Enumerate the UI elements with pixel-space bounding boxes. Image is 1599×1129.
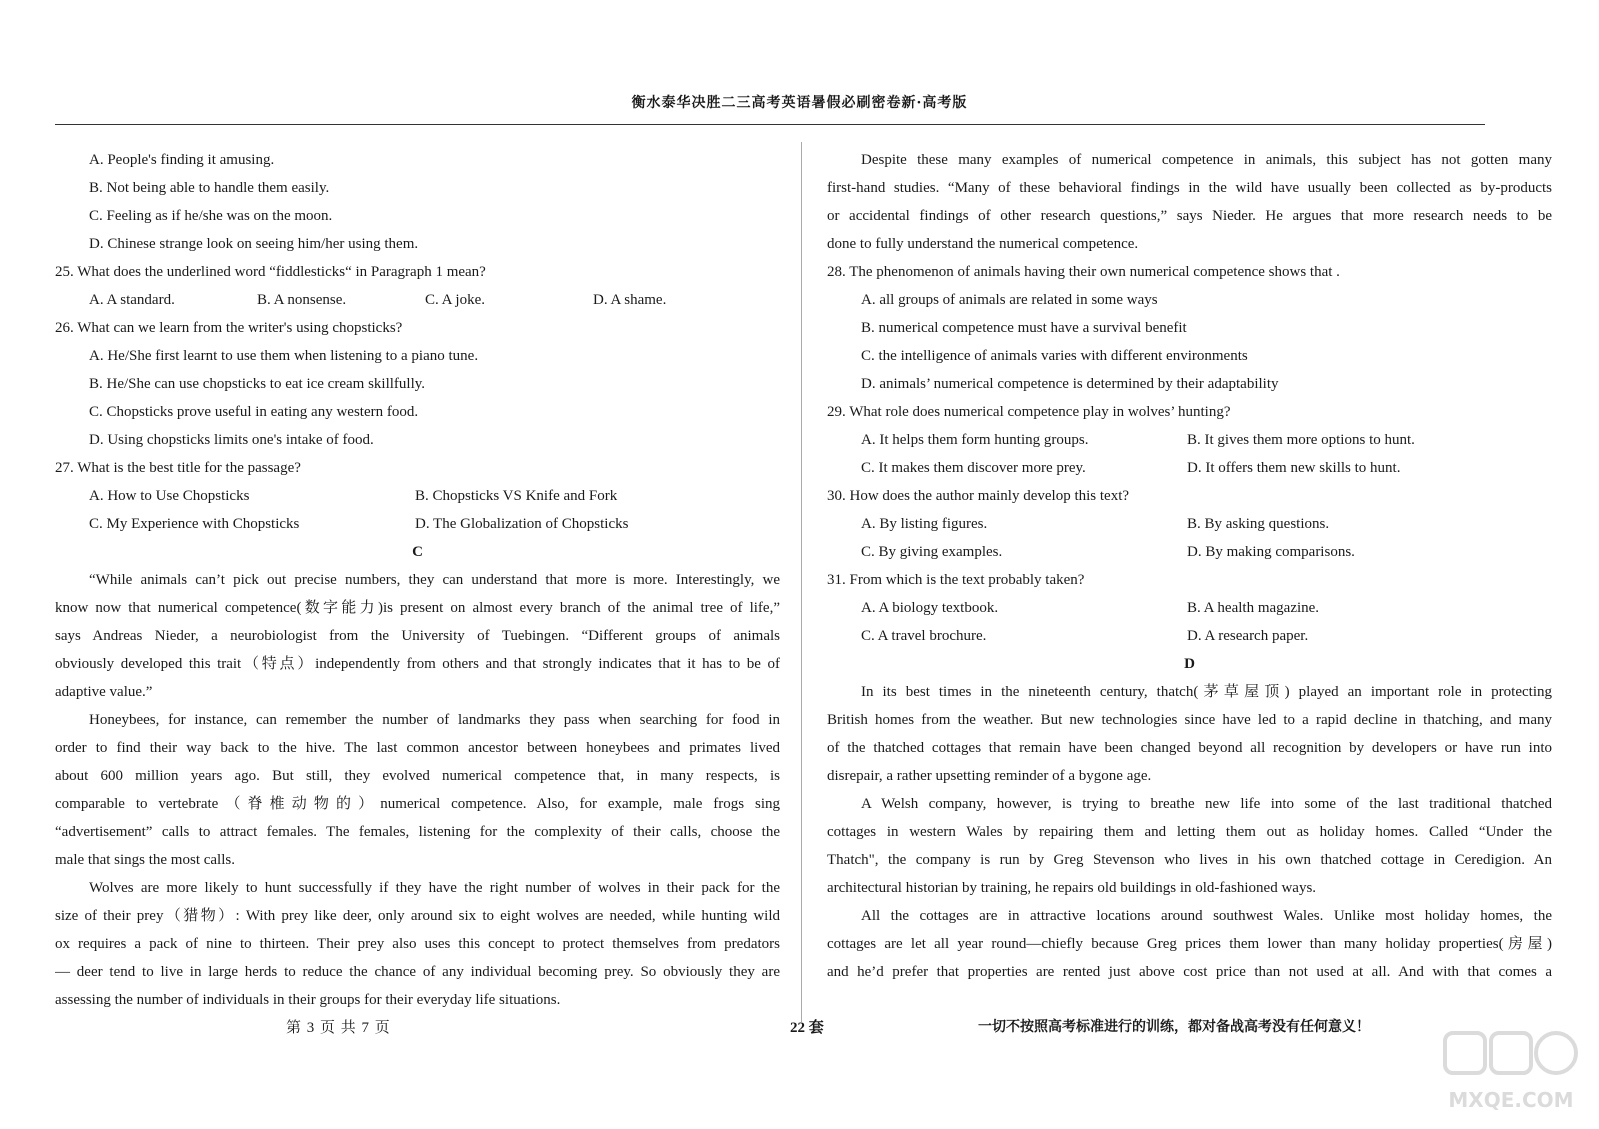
text-line: comparable to vertebrate（脊椎动物的）numerical competence. Also, for example, male frogs sing: [55, 796, 780, 812]
answer-options-row: [827, 454, 1552, 482]
answer-option: A. all groups of animals are related in some ways: [861, 292, 1158, 308]
question-stem: 27. What is the best title for the passage?: [55, 460, 301, 476]
paragraph-first-line: Wolves are more likely to hunt successfully if they have the right number of wolves in their pack for the: [89, 880, 780, 896]
text-line: assessing the number of individuals in their groups for their everyday life situations.: [55, 992, 561, 1008]
answer-option: B. By asking questions.: [1187, 516, 1330, 532]
footer-slogan: 一切不按照高考标准进行的训练，都对备战高考没有任何意义！: [978, 1019, 1370, 1035]
answer-option: A. A standard.: [89, 292, 175, 308]
text-line: adaptive value.”: [55, 684, 153, 700]
text-line: cottages are let all year round—chiefly because Greg prices them lower than many holiday properties(房屋): [827, 936, 1552, 952]
text-line: first-hand studies. “Many of these behavioral findings in the wild have usually been collected as by-products: [827, 180, 1552, 196]
text-line: says Andreas Nieder, a neurobiologist from the University of Tuebingen. “Different groups of animals: [55, 628, 780, 644]
text-line: size of their prey（猎物）: With prey like deer, only around six to eight wolves are needed, while hunting wild: [55, 908, 780, 924]
question-stem: 25. What does the underlined word “fiddlesticks“ in Paragraph 1 mean?: [55, 264, 486, 280]
answer-option: C. By giving examples.: [861, 544, 1003, 560]
answer-option: A. People's finding it amusing.: [89, 152, 275, 168]
answer-option: C. It makes them discover more prey.: [861, 460, 1086, 476]
footer-set-number: 22 套: [790, 1020, 824, 1036]
text-line: male that sings the most calls.: [55, 852, 235, 868]
answer-option: B. A nonsense.: [257, 292, 347, 308]
answer-option: C. A travel brochure.: [861, 628, 987, 644]
answer-options-row: [55, 482, 780, 510]
question-stem: 26. What can we learn from the writer's using chopsticks?: [55, 320, 403, 336]
watermark-text: MXQE.COM: [1448, 1088, 1574, 1112]
text-line: or accidental findings of other research questions,” says Nieder. He argues that more research needs to be: [827, 208, 1552, 224]
answer-option: D. animals’ numerical competence is determined by their adaptability: [861, 376, 1279, 392]
paragraph-first-line: Honeybees, for instance, can remember the number of landmarks they pass when searching for food in: [89, 712, 780, 728]
header-rule: [55, 124, 1485, 125]
answer-options-row: [827, 426, 1552, 454]
answer-option: B. Chopsticks VS Knife and Fork: [415, 488, 618, 504]
answer-option: D. Using chopsticks limits one's intake of food.: [89, 432, 374, 448]
answer-option: A. A biology textbook.: [861, 600, 999, 616]
answer-option: A. He/She first learnt to use them when listening to a piano tune.: [89, 348, 479, 364]
answer-option: C. A joke.: [425, 292, 486, 308]
text-line: cottages in western Wales by repairing them and letting them out as holiday homes. Called “Under the: [827, 824, 1552, 840]
answer-options-row: [55, 286, 780, 314]
question-stem: 30. How does the author mainly develop this text?: [827, 488, 1130, 504]
answer-option: B. numerical competence must have a survival benefit: [861, 320, 1187, 336]
text-line: know now that numerical competence(数字能力)is present on almost every branch of the animal tree of life,”: [55, 600, 780, 616]
answer-option: C. Feeling as if he/she was on the moon.: [89, 208, 333, 224]
text-line: disrepair, a rather upsetting reminder of a bygone age.: [827, 768, 1152, 784]
text-line: Thatch", the company is run by Greg Stevenson who lives in his own thatched cottage in Ceredigion. An: [827, 852, 1552, 868]
answer-option: D. A shame.: [593, 292, 667, 308]
section-heading: D: [1184, 656, 1195, 672]
answer-options-row: [55, 510, 780, 538]
answer-options-row: [827, 594, 1552, 622]
answer-option: A. By listing figures.: [861, 516, 988, 532]
answer-option: D. A research paper.: [1187, 628, 1309, 644]
text-line: of the thatched cottages that remain have been changed beyond all recognition by developers or have run into: [827, 740, 1552, 756]
question-stem: 31. From which is the text probably taken?: [827, 572, 1085, 588]
text-line: architectural historian by training, he repairs old buildings in old-fashioned ways.: [827, 880, 1317, 896]
question-stem: 28. The phenomenon of animals having their own numerical competence shows that .: [827, 264, 1340, 280]
answer-option: D. It offers them new skills to hunt.: [1187, 460, 1401, 476]
text-line: done to fully understand the numerical competence.: [827, 236, 1139, 252]
paragraph-first-line: All the cottages are in attractive locations around southwest Wales. Unlike most holiday homes, the: [861, 908, 1552, 924]
text-line: British homes from the weather. But new technologies since have led to a rapid decline in thatching, and many: [827, 712, 1552, 728]
answer-option: A. It helps them form hunting groups.: [861, 432, 1089, 448]
paragraph-first-line: Despite these many examples of numerical competence in animals, this subject has not gotten many: [861, 152, 1552, 168]
text-line: and he’d prefer that properties are rented just above cost price than not used at all. And with that comes a: [827, 964, 1552, 980]
answer-option: B. It gives them more options to hunt.: [1187, 432, 1415, 448]
text-line: ox requires a pack of nine to thirteen. Their prey also uses this concept to protect themselves from predators: [55, 936, 780, 952]
answer-option: B. Not being able to handle them easily.: [89, 180, 330, 196]
answer-option: D. By making comparisons.: [1187, 544, 1355, 560]
section-heading: C: [412, 544, 423, 560]
answer-option: C. Chopsticks prove useful in eating any western food.: [89, 404, 419, 420]
column-divider: [801, 142, 802, 1022]
answer-options-row: [827, 622, 1552, 650]
text-line: order to find their way back to the hive. The last common ancestor between honeybees and primates lived: [55, 740, 780, 756]
left-column: [55, 146, 780, 1014]
answer-option: C. the intelligence of animals varies with different environments: [861, 348, 1248, 364]
answer-option: D. The Globalization of Chopsticks: [415, 516, 629, 532]
answer-option: B. He/She can use chopsticks to eat ice cream skillfully.: [89, 376, 426, 392]
answer-options-row: [827, 538, 1552, 566]
text-line: — deer tend to live in large herds to reduce the chance of any individual becoming prey. So obviously they are: [55, 964, 780, 980]
footer-page-number: 第 3 页 共 7 页: [286, 1020, 391, 1036]
right-column: [827, 146, 1552, 986]
paragraph-first-line: In its best times in the nineteenth century, thatch(茅草屋顶) played an important role in protecting: [861, 684, 1552, 700]
answer-option: A. How to Use Chopsticks: [89, 488, 250, 504]
paragraph-first-line: “While animals can’t pick out precise numbers, they can understand that more is more. Interestingly, we: [89, 572, 780, 588]
watermark-logo: [1441, 1027, 1581, 1117]
question-stem: 29. What role does numerical competence play in wolves’ hunting?: [827, 404, 1231, 420]
page-header-title: 衡水泰华决胜二三高考英语暑假必刷密卷新·高考版: [631, 95, 968, 111]
text-line: “advertisement” calls to attract females. The females, listening for the complexity of their calls, choose the: [55, 824, 780, 840]
text-line: obviously developed this trait（特点）independently from others and that strongly indicates that it has to be of: [55, 656, 780, 672]
answer-option: B. A health magazine.: [1187, 600, 1320, 616]
paragraph-first-line: A Welsh company, however, is trying to breathe new life into some of the last traditional thatched: [861, 796, 1552, 812]
answer-options-row: [827, 510, 1552, 538]
answer-option: D. Chinese strange look on seeing him/her using them.: [89, 236, 419, 252]
answer-option: C. My Experience with Chopsticks: [89, 516, 300, 532]
text-line: about 600 million years ago. But still, they evolved numerical competence that, in many respects, is: [55, 768, 780, 784]
